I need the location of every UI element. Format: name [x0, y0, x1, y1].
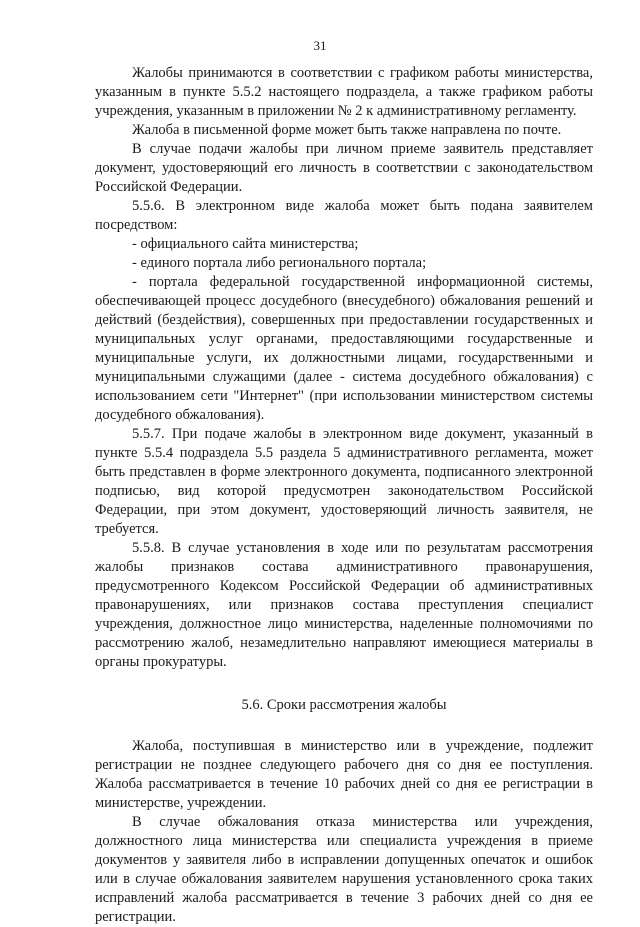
paragraph-complaint-schedule: Жалобы принимаются в соответствии с графиком работы министерства, указанным в пункте 5.5.2 настоящего подраздела, а также графиком работы учреждения, указанным в приложении № 2 к административному регламенту.: [95, 65, 593, 119]
paragraph-postal-complaint: Жалоба в письменной форме может быть также направлена по почте.: [132, 122, 562, 138]
list-item-federal-system: - портала федеральной государственной информационной системы, обеспечивающей процесс досудебного (внесудебного) обжалования решений и действий (бездействия), совершенных при предоставлении государственных и муниципальных услуг органами, предоставляющими государственные и муниципальные услуги, их должностными лицами, государственными и муниципальными служащими (далее - система досудебного обжалования) с использованием сети "Интернет" (при использовании министерством системы досудебного обжалования).: [95, 274, 593, 423]
section-heading: 5.6. Сроки рассмотрения жалобы: [241, 697, 447, 713]
paragraph-5-5-6: 5.5.6. В электронном виде жалоба может быть подана заявителем посредством:: [95, 198, 593, 233]
list-item-ministry-site: - официального сайта министерства;: [132, 236, 359, 252]
document-body: [95, 64, 593, 927]
list-item-unified-portal: - единого портала либо регионального портала;: [132, 255, 427, 271]
paragraph-5-5-8: 5.5.8. В случае установления в ходе или по результатам рассмотрения жалобы признаков состава административного правонарушения, предусмотренного Кодексом Российской Федерации об административных правонарушениях, или признаков состава преступления специалист учреждения, должностное лицо министерства, наделенные полномочиями по рассмотрению жалоб, незамедлительно направляют имеющиеся материалы в органы прокуратуры.: [95, 540, 593, 670]
paragraph-refusal-appeal: В случае обжалования отказа министерства или учреждения, должностного лица министерства или специалиста учреждения в приеме документов у заявителя либо в исправлении допущенных опечаток и ошибок или в случае обжалования заявителем нарушения установленного срока таких исправлений жалоба рассматривается в течение 3 рабочих дней со дня ее регистрации.: [95, 814, 593, 925]
paragraph-personal-reception: В случае подачи жалобы при личном приеме заявитель представляет документ, удостоверяющий его личность в соответствии с законодательством Российской Федерации.: [95, 141, 593, 195]
page-number: 31: [313, 38, 327, 53]
paragraph-registration-term: Жалоба, поступившая в министерство или в учреждение, подлежит регистрации не позднее следующего рабочего дня со дня ее поступления. Жалоба рассматривается в течение 10 рабочих дней со дня ее регистрации в министерстве, учреждении.: [95, 738, 593, 811]
paragraph-5-5-7: 5.5.7. При подаче жалобы в электронном виде документ, указанный в пункте 5.5.4 подраздела 5.5 раздела 5 административного регламента, может быть представлен в форме электронного документа, подписанного электронной подписью, вид которой предусмотрен законодательством Российской Федерации, при этом документ, удостоверяющий личность заявителя, не требуется.: [95, 426, 593, 537]
